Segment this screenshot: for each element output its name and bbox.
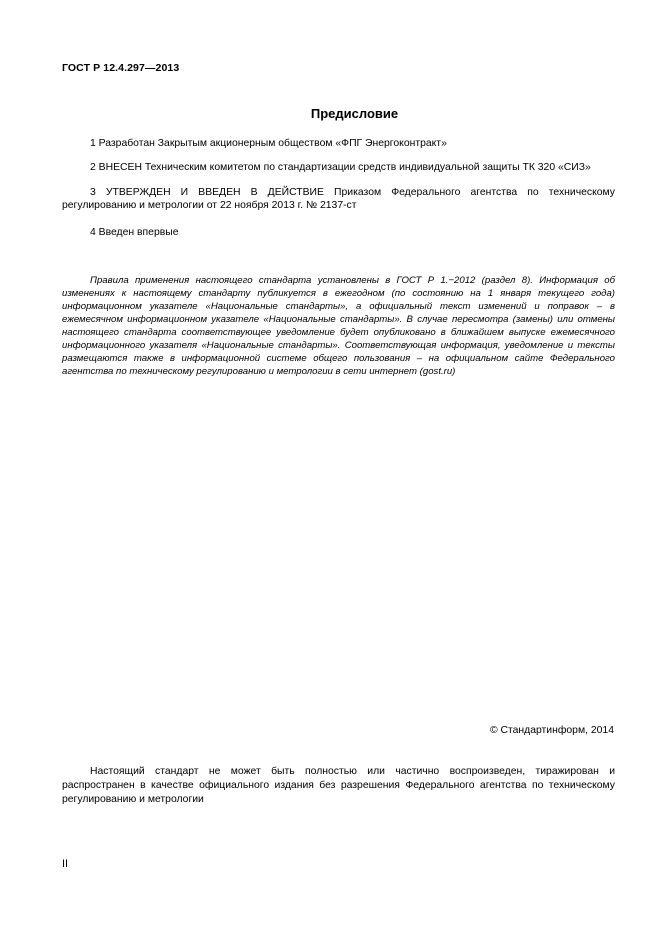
foreword-paragraph-4: 4 Введен впервые — [90, 227, 179, 238]
foreword-paragraph-1: 1 Разработан Закрытым акционерным обществом «ФПГ Энергоконтракт» — [90, 138, 447, 149]
application-rules-note: Правила применения настоящего стандарта установлены в ГОСТ Р 1.−2012 (раздел 8). Информация об изменениях к настоящему стандарту публикуется в ежегодном (по состоянию на 1 января текущего года) информационном указателе «Национальные стандарты», а официальный текст изменений и поправок – в ежемесячном информационном указателе «Национальные стандарты». В случае пересмотра (замены) или отмены настоящего стандарта соответствующее уведомление будет опубликовано в ближайшем выпуске ежемесячного информационного указателя «Национальные стандарты». Соответствующая информация, уведомление и тексты размещаются также в информационной системе общего пользования – на официальном сайте Федерального агентства по техническому регулированию и метрологии в сети интернет (gost.ru) — [62, 275, 615, 377]
document-header: ГОСТ Р 12.4.297—2013 — [62, 62, 180, 74]
page-number: II — [62, 858, 69, 870]
foreword-paragraph-3: 3 УТВЕРЖДЕН И ВВЕДЕН В ДЕЙСТВИЕ Приказом Федерального агентства по техническому регулированию и метрологии от 22 ноября 2013 г. № 2137-ст — [62, 187, 615, 211]
reproduction-rights-notice: Настоящий стандарт не может быть полностью или частично воспроизведен, тиражирован и распространен в качестве официального издания без разрешения Федерального агентства по техническому регулированию и метрологии — [62, 766, 615, 805]
page-title: Предисловие — [310, 106, 399, 121]
foreword-paragraph-2: 2 ВНЕСЕН Техническим комитетом по стандартизации средств индивидуальной защиты ТК 320 «СИЗ» — [90, 162, 591, 173]
copyright-line: © Стандартинформ, 2014 — [489, 725, 614, 736]
